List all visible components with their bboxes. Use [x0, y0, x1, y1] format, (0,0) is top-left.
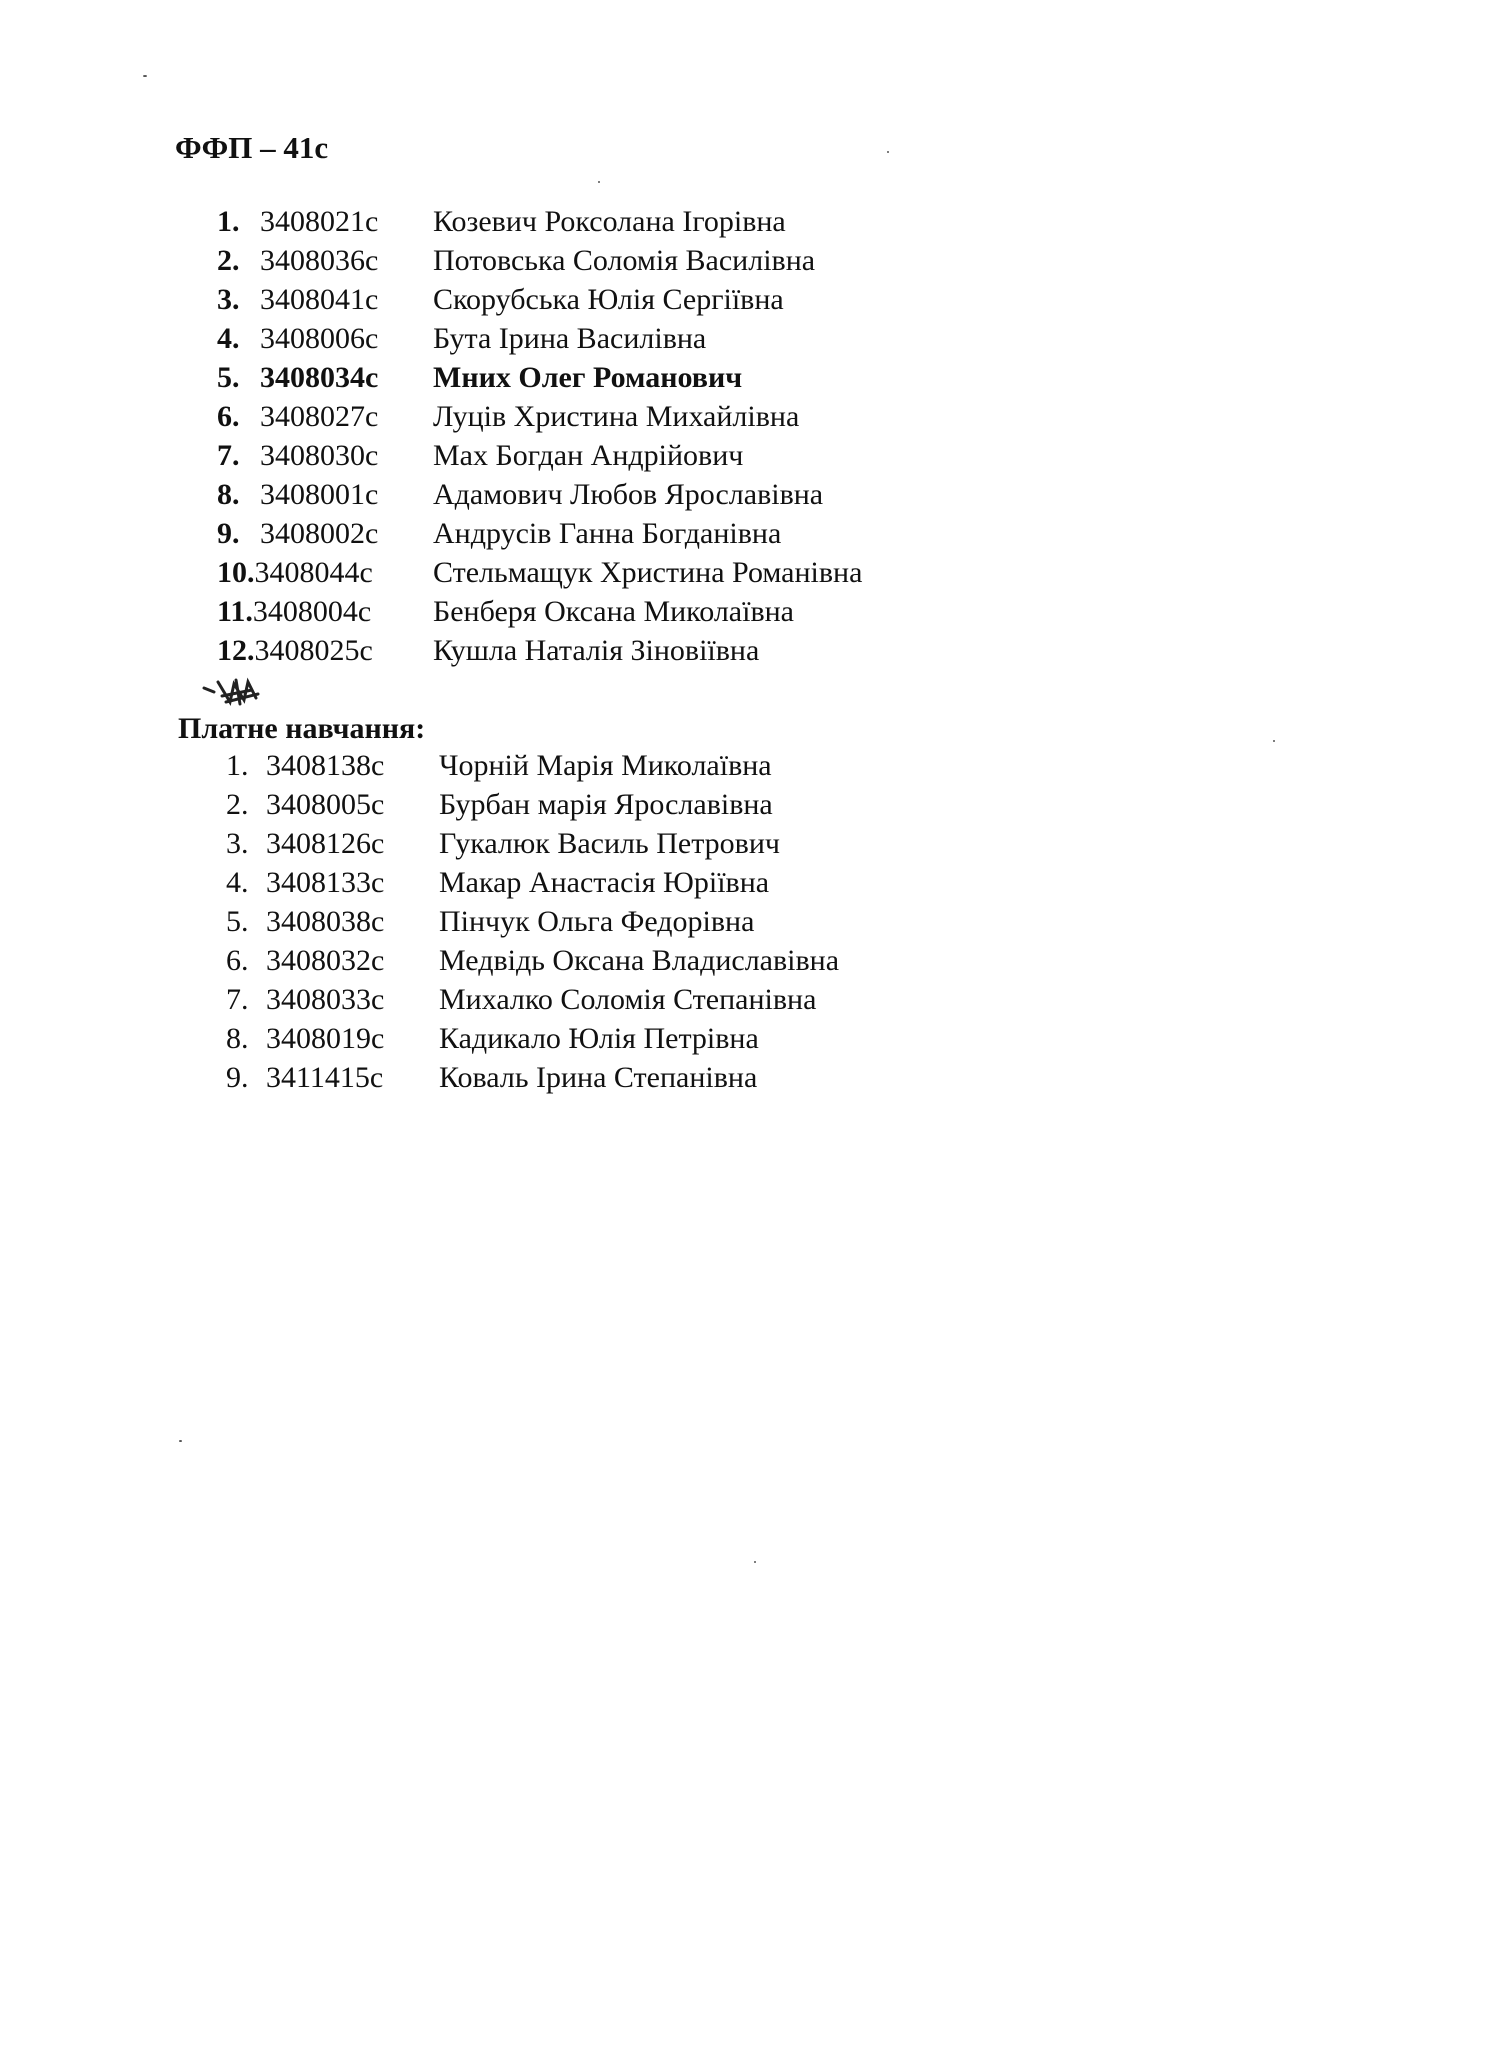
- student-name: Макар Анастасія Юріївна: [439, 866, 770, 899]
- student-row: [226, 824, 780, 863]
- student-name: Луців Христина Михайлівна: [433, 400, 800, 433]
- scan-speck: [598, 181, 600, 183]
- student-row: [226, 941, 840, 980]
- student-code: 3408025с: [254, 634, 373, 667]
- student-name: Мах Богдан Андрійович: [433, 439, 744, 472]
- student-code: 3408044с: [254, 556, 373, 589]
- paid-student-list: [226, 746, 840, 1097]
- student-row: [217, 280, 784, 319]
- row-number: 11.: [217, 595, 253, 628]
- student-code: 3408006с: [260, 322, 379, 355]
- student-code: 3408021с: [260, 205, 379, 238]
- student-code: 3408002с: [260, 517, 379, 550]
- student-row: [217, 397, 800, 436]
- student-code: 3408030с: [260, 439, 379, 472]
- row-number: 5.: [226, 905, 249, 938]
- student-name: Коваль Ірина Степанівна: [439, 1061, 758, 1094]
- row-number: 8.: [226, 1022, 249, 1055]
- student-row: [226, 1019, 759, 1058]
- student-code: 3408036с: [260, 244, 379, 277]
- scan-speck: [887, 151, 889, 153]
- student-code: 3411415с: [266, 1061, 384, 1094]
- student-name: Бенберя Оксана Миколаївна: [433, 595, 794, 628]
- scan-speck: [143, 75, 147, 77]
- row-number: 2.: [226, 788, 249, 821]
- student-row: [217, 631, 760, 670]
- scan-speck: [179, 1440, 182, 1442]
- student-name: Чорній Марія Миколаївна: [439, 749, 772, 782]
- row-number: 7.: [226, 983, 249, 1016]
- row-number: 7.: [217, 439, 240, 472]
- student-name: Потовська Соломія Василівна: [433, 244, 816, 277]
- student-code: 3408041с: [260, 283, 379, 316]
- student-row: [226, 1058, 758, 1097]
- scan-speck: [1273, 740, 1275, 742]
- student-name: Михалко Соломія Степанівна: [439, 983, 817, 1016]
- student-row: [226, 863, 770, 902]
- student-row: [226, 902, 755, 941]
- student-row: [217, 241, 816, 280]
- student-row: [217, 202, 786, 241]
- scan-speck: [754, 1561, 756, 1563]
- row-number: 4.: [217, 322, 240, 355]
- student-row: [217, 475, 824, 514]
- student-row: [226, 980, 817, 1019]
- student-code: 3408133с: [266, 866, 385, 899]
- row-number: 2.: [217, 244, 240, 277]
- student-code: 3408033с: [266, 983, 385, 1016]
- student-row: [217, 592, 794, 631]
- student-row: [217, 553, 863, 592]
- student-name: Гукалюк Василь Петрович: [439, 827, 780, 860]
- student-code: 3408005с: [266, 788, 385, 821]
- row-number: 10.: [217, 556, 255, 589]
- student-code: 3408138с: [266, 749, 385, 782]
- student-name: Стельмащук Христина Романівна: [433, 556, 863, 589]
- student-code: 3408019с: [266, 1022, 385, 1055]
- row-number: 4.: [226, 866, 249, 899]
- student-code: 3408032с: [266, 944, 385, 977]
- student-row: [217, 514, 782, 553]
- student-name: Кушла Наталія Зіновіївна: [433, 634, 760, 667]
- row-number: 1.: [226, 749, 249, 782]
- student-code: 3408001с: [260, 478, 379, 511]
- student-name: Медвідь Оксана Владиславівна: [439, 944, 840, 977]
- row-number: 3.: [226, 827, 249, 860]
- row-number: 6.: [226, 944, 249, 977]
- student-name: Андрусів Ганна Богданівна: [433, 517, 782, 550]
- student-name: Скорубська Юлія Сергіївна: [433, 283, 784, 316]
- row-number: 8.: [217, 478, 240, 511]
- student-code: 3408027с: [260, 400, 379, 433]
- row-number: 9.: [217, 517, 240, 550]
- row-number: 9.: [226, 1061, 249, 1094]
- row-number: 3.: [217, 283, 240, 316]
- student-code: 3408004с: [252, 595, 372, 628]
- paid-section-heading: Платне навчання:: [178, 712, 426, 745]
- student-code: 3408034с: [260, 361, 379, 394]
- row-number: 1.: [217, 205, 240, 238]
- student-name: Бута Ірина Василівна: [433, 322, 707, 355]
- row-number: 6.: [217, 400, 240, 433]
- student-row: [226, 785, 773, 824]
- student-name: Пінчук Ольга Федорівна: [439, 905, 755, 938]
- group-title: ФФП – 41с: [175, 130, 329, 165]
- student-name: Кадикало Юлія Петрівна: [439, 1022, 759, 1055]
- budget-student-list: [217, 202, 863, 670]
- row-number: 12.: [217, 634, 255, 667]
- student-name: Козевич Роксолана Ігорівна: [433, 205, 786, 238]
- student-code: 3408126с: [266, 827, 385, 860]
- student-name: Адамович Любов Ярославівна: [433, 478, 824, 511]
- student-name: Бурбан марія Ярославівна: [439, 788, 773, 821]
- student-code: 3408038с: [266, 905, 385, 938]
- student-row: [217, 319, 707, 358]
- student-row: [226, 746, 772, 785]
- student-row: [217, 436, 744, 475]
- handwritten-mark: [200, 672, 270, 712]
- row-number: 5.: [217, 361, 240, 394]
- student-row-highlighted: [217, 358, 743, 397]
- student-name: Мних Олег Романович: [433, 361, 743, 394]
